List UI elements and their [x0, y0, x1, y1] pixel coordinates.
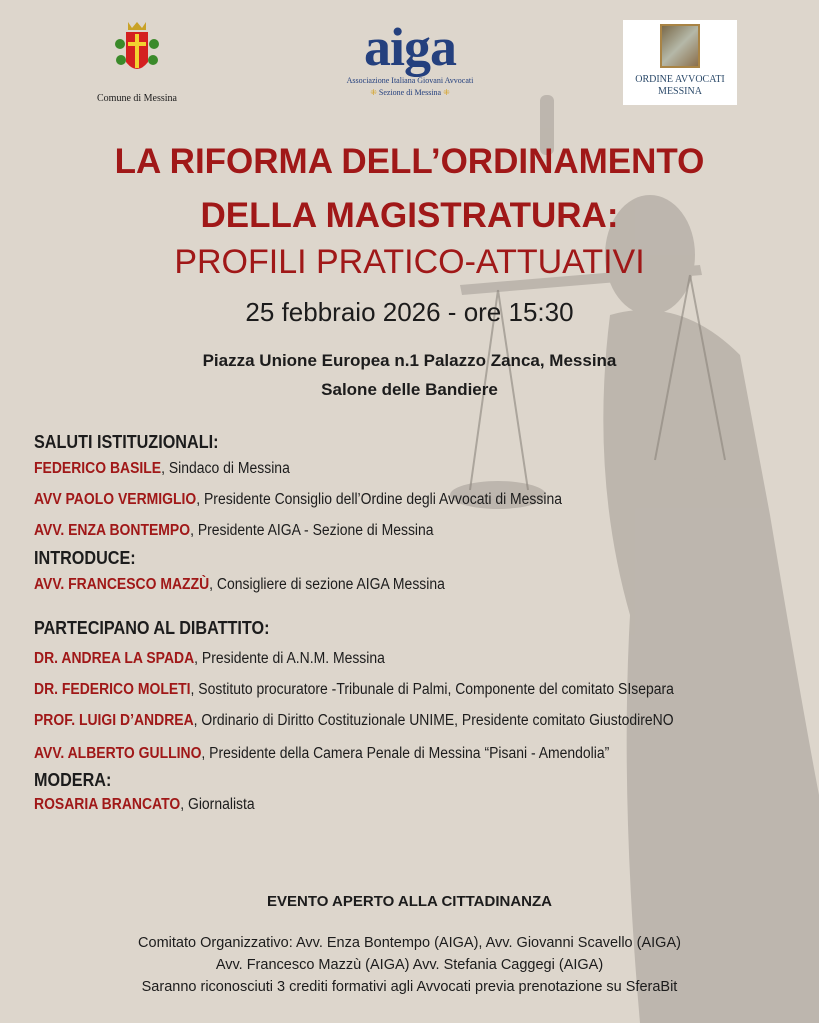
comune-messina-logo [92, 20, 182, 104]
ordine-emblem-image [660, 24, 700, 68]
section-heading: INTRODUCE: [34, 548, 136, 568]
event-date: 25 febbraio 2026 - ore 15:30 [245, 297, 574, 327]
speaker: PROF. LUIGI D’ANDREA, Ordinario di Diritto Costituzionale UNIME, Presidente comitato GiustodireNO [34, 712, 674, 729]
committee-line: Comitato Organizzativo: Avv. Enza Bontempo (AIGA), Avv. Giovanni Scavello (AIGA) [138, 935, 681, 951]
speaker: FEDERICO BASILE, Sindaco di Messina [34, 460, 290, 477]
messina-coat-of-arms-icon [114, 20, 160, 84]
aiga-subtitle: Associazione Italiana Giovani Avvocati [346, 76, 474, 85]
committee-line: Avv. Francesco Mazzù (AIGA) Avv. Stefania Caggegi (AIGA) [215, 957, 604, 973]
speaker: DR. FEDERICO MOLETI, Sostituto procuratore -Tribunale di Palmi, Componente del comitato SIsepara [34, 681, 674, 698]
comune-caption: Comune di Messina [97, 93, 177, 104]
title-line-1: LA RIFORMA DELL’ORDINAMENTO [114, 142, 705, 181]
section-heading: PARTECIPANO AL DIBATTITO: [34, 618, 270, 638]
venue-room: Salone delle Bandiere [321, 380, 498, 399]
venue [0, 346, 819, 404]
speaker: ROSARIA BRANCATO, Giornalista [34, 796, 255, 813]
subtitle: PROFILI PRATICO-ATTUATIVI [174, 243, 645, 281]
aiga-wordmark: aiga [363, 17, 456, 77]
title-line-2: DELLA MAGISTRATURA: [200, 196, 619, 235]
speaker: AVV. ALBERTO GULLINO, Presidente della Camera Penale di Messina “Pisani - Amendolia” [34, 745, 610, 762]
section-heading: MODERA: [34, 770, 112, 790]
section-heading: SALUTI ISTITUZIONALI: [34, 432, 219, 452]
program [34, 432, 819, 825]
ordine-avvocati-logo [623, 20, 737, 105]
speaker: DR. ANDREA LA SPADA, Presidente di A.N.M. Messina [34, 650, 385, 667]
aiga-logo [330, 18, 490, 97]
speaker: AVV PAOLO VERMIGLIO, Presidente Consiglio dell’Ordine degli Avvocati di Messina [34, 491, 563, 508]
venue-address: Piazza Unione Europea n.1 Palazzo Zanca, Messina [202, 351, 617, 370]
open-event-notice: EVENTO APERTO ALLA CITTADINANZA [267, 893, 552, 910]
organizing-committee [0, 932, 819, 998]
speaker: AVV. FRANCESCO MAZZÙ, Consigliere di sezione AIGA Messina [34, 576, 445, 593]
aiga-section: ⁜ Sezione di Messina ⁜ [370, 88, 450, 97]
speaker: AVV. ENZA BONTEMPO, Presidente AIGA - Sezione di Messina [34, 522, 434, 539]
credits-line: Saranno riconosciuti 3 crediti formativi agli Avvocati previa prenotazione su SferaBit [141, 979, 678, 995]
ordine-caption: ORDINE AVVOCATI MESSINA [635, 74, 725, 97]
